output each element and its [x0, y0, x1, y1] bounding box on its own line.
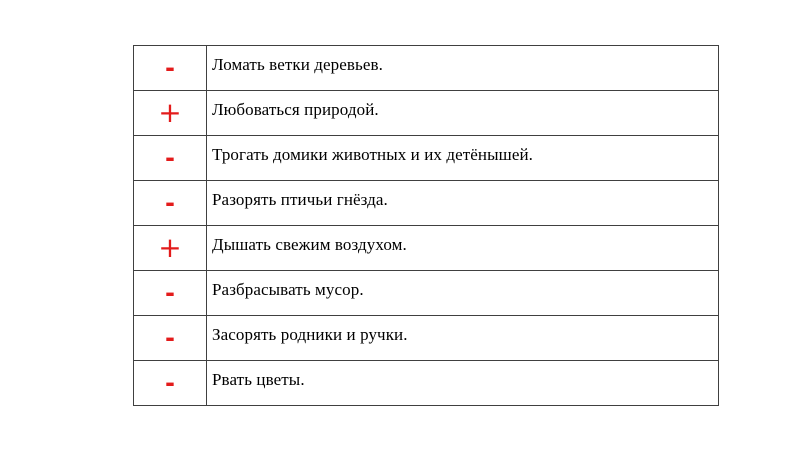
- minus-sign: -: [165, 278, 175, 307]
- plus-sign: +: [158, 96, 182, 129]
- rule-text: Ломать ветки деревьев.: [207, 46, 719, 91]
- rule-text: Дышать свежим воздухом.: [207, 226, 719, 271]
- plus-sign: +: [158, 231, 182, 264]
- rule-text: Трогать домики животных и их детёнышей.: [207, 136, 719, 181]
- rules-table: [133, 45, 719, 406]
- rule-text: Разорять птичьи гнёзда.: [207, 181, 719, 226]
- minus-sign: -: [165, 53, 175, 82]
- sign-cell: [134, 271, 207, 316]
- table-row: [134, 226, 719, 271]
- table-row: [134, 136, 719, 181]
- sign-cell: [134, 46, 207, 91]
- table-row: [134, 271, 719, 316]
- table-row: [134, 46, 719, 91]
- rule-text: Засорять родники и ручки.: [207, 316, 719, 361]
- sign-cell: [134, 136, 207, 181]
- sign-cell: [134, 361, 207, 406]
- table-row: [134, 361, 719, 406]
- minus-sign: -: [165, 323, 175, 352]
- minus-sign: -: [165, 368, 175, 397]
- rule-text: Любоваться природой.: [207, 91, 719, 136]
- sign-cell: [134, 181, 207, 226]
- rule-text: Рвать цветы.: [207, 361, 719, 406]
- table-row: [134, 91, 719, 136]
- rule-text: Разбрасывать мусор.: [207, 271, 719, 316]
- sign-cell: [134, 91, 207, 136]
- table-row: [134, 316, 719, 361]
- sign-cell: [134, 316, 207, 361]
- table-row: [134, 181, 719, 226]
- minus-sign: -: [165, 188, 175, 217]
- minus-sign: -: [165, 143, 175, 172]
- sign-cell: [134, 226, 207, 271]
